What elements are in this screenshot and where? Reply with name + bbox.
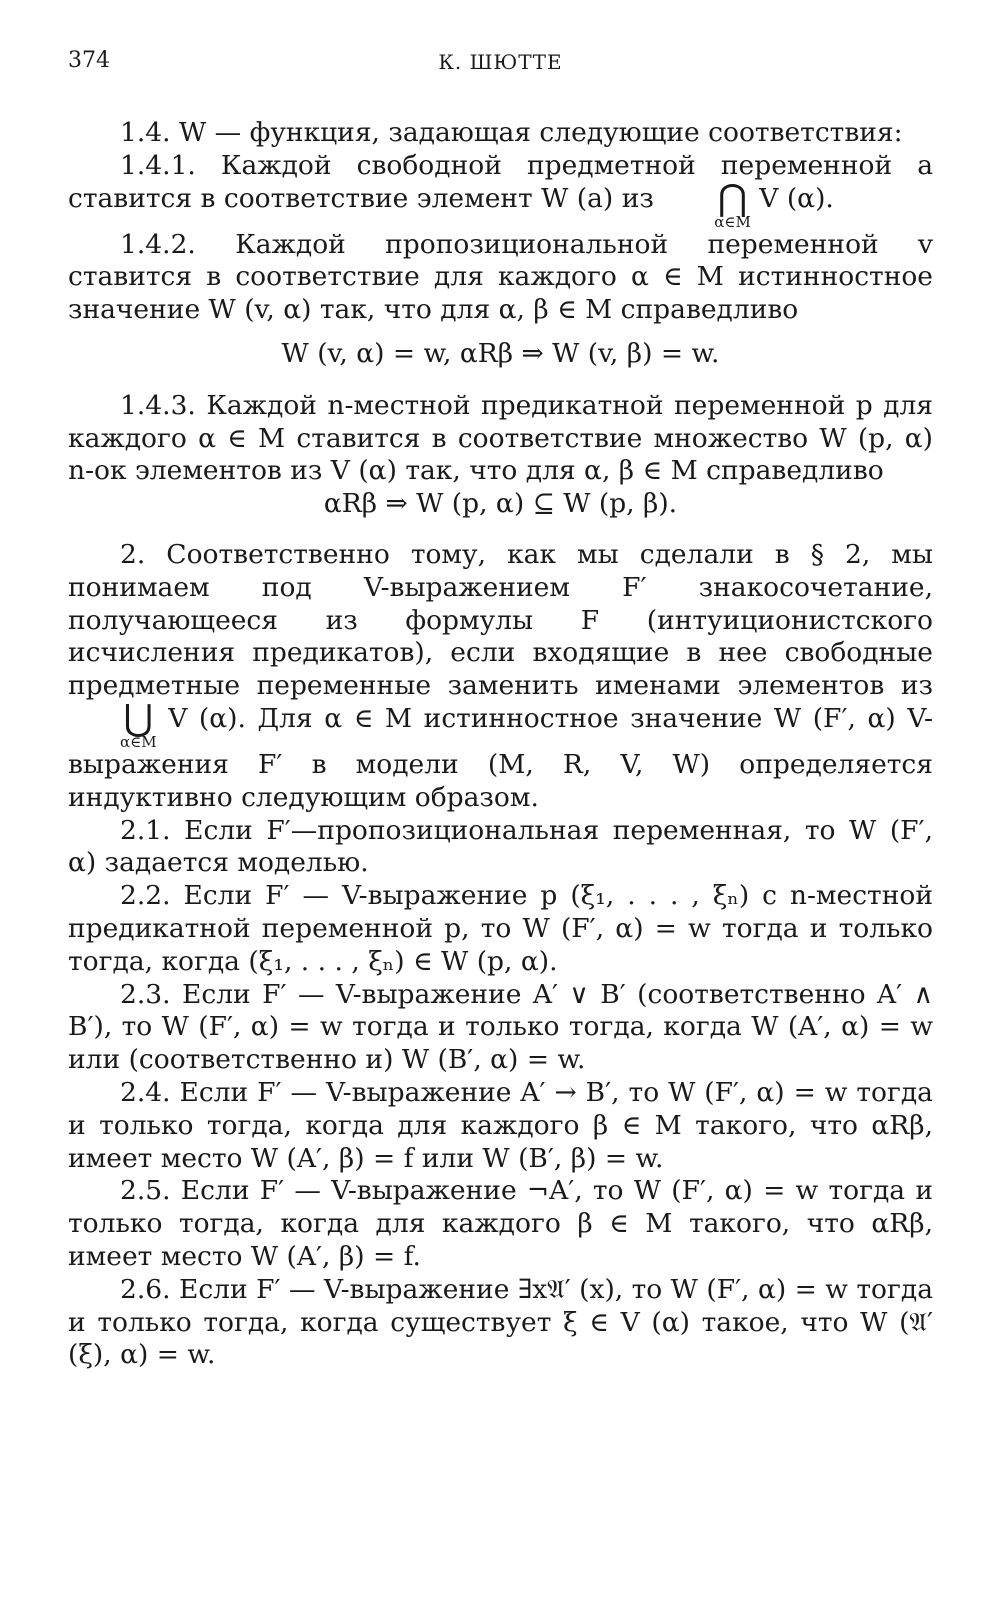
union-subscript: α∈M — [120, 732, 157, 751]
intersection-operator — [662, 177, 751, 231]
paragraph-2-1: 2.1. Если F′—пропозициональная переменная, то W (F′, α) задается моделью. — [68, 814, 933, 879]
equation-2: αRβ ⇒ W (p, α) ⊆ W (p, β). — [323, 488, 678, 520]
intersection-subscript: α∈M — [714, 212, 751, 231]
paragraph-2-2: 2.2. Если F′ — V-выражение p (ξ₁, . . . , ξₙ) с n-местной предикатной переменной p, то W (F′, α) = w тогда и только тогда, когда (ξ₁, . . . , ξₙ) ∈ W (p, α). — [68, 880, 933, 977]
page-header — [68, 40, 933, 80]
paragraph-1-4: 1.4. W — функция, задающая следующие соответствия: — [120, 117, 903, 148]
paragraph-1-4-2: 1.4.2. Каждой пропозициональной переменной v ставится в соответствие для каждого α ∈ M истинностное значение W (v, α) так, что для α, β ∈ M справедливо — [68, 228, 933, 326]
paragraph-2-5: 2.5. Если F′ — V-выражение ¬A′, то W (F′, α) = w тогда и только тогда, когда для каждого β ∈ M такого, что αRβ, имеет место W (A′, β) = f. — [68, 1175, 933, 1272]
union-operator — [68, 697, 157, 751]
paragraph-1-4-1 — [68, 150, 933, 229]
equation-1: W (v, α) = w, αRβ ⇒ W (v, β) = w. — [281, 337, 720, 369]
paragraph-1-4-1-tail: V (α). — [759, 182, 834, 214]
paragraph-2-text: 2. Соответственно тому, как мы сделали в § 2, мы понимаем под V-выражением F′ знакосочетание, получающееся из формулы F (интуиционистского исчисления предикатов), если входящие в нее свободные предметные переменные заменить именами элементов из — [68, 538, 933, 702]
paragraph-2-4: 2.4. Если F′ — V-выражение A′ → B′, то W (F′, α) = w тогда и только тогда, когда для каждого β ∈ M такого, что αRβ, имеет место W (A′, β) = f или W (B′, β) = w. — [68, 1076, 933, 1174]
paragraph-2-tail: V-выражения F′ в модели (M, R, V, W) определяется индуктивно следующим образом. — [68, 702, 933, 813]
paragraph-1-4-3: 1.4.3. Каждой n-местной предикатной переменной p для каждого α ∈ M ставится в соответствие множество W (p, α) n-ок элементов из V (α) так, что для α, β ∈ M справедливо — [68, 389, 933, 487]
running-title: К. ШЮТТЕ — [438, 50, 563, 74]
intersection-symbol: ⋂ — [717, 177, 748, 219]
union-symbol: ⋃ — [123, 697, 154, 739]
page-body — [68, 117, 933, 1372]
paragraph-2-3: 2.3. Если F′ — V-выражение A′ ∨ B′ (соответственно A′ ∧ B′), то W (F′, α) = w тогда и только тогда, когда W (A′, α) = w или (соответственно и) W (B′, α) = w. — [68, 978, 933, 1076]
paragraph-2 — [68, 539, 933, 815]
page-number: 374 — [68, 48, 110, 73]
paragraph-1-4-1-text: 1.4.1. Каждой свободной предметной переменной a ставится в соответствие элемент W (a) из — [68, 149, 933, 214]
paragraph-2-6: 2.6. Если F′ — V-выражение ∃x𝔄′ (x), то W (F′, α) = w тогда и только тогда, когда существует ξ ∈ V (α) такое, что W (𝔄′ (ξ), α) = w. — [68, 1273, 933, 1371]
paragraph-2-middle: V (α). Для α ∈ M истинностное значение W (F′, α) — [168, 702, 896, 734]
